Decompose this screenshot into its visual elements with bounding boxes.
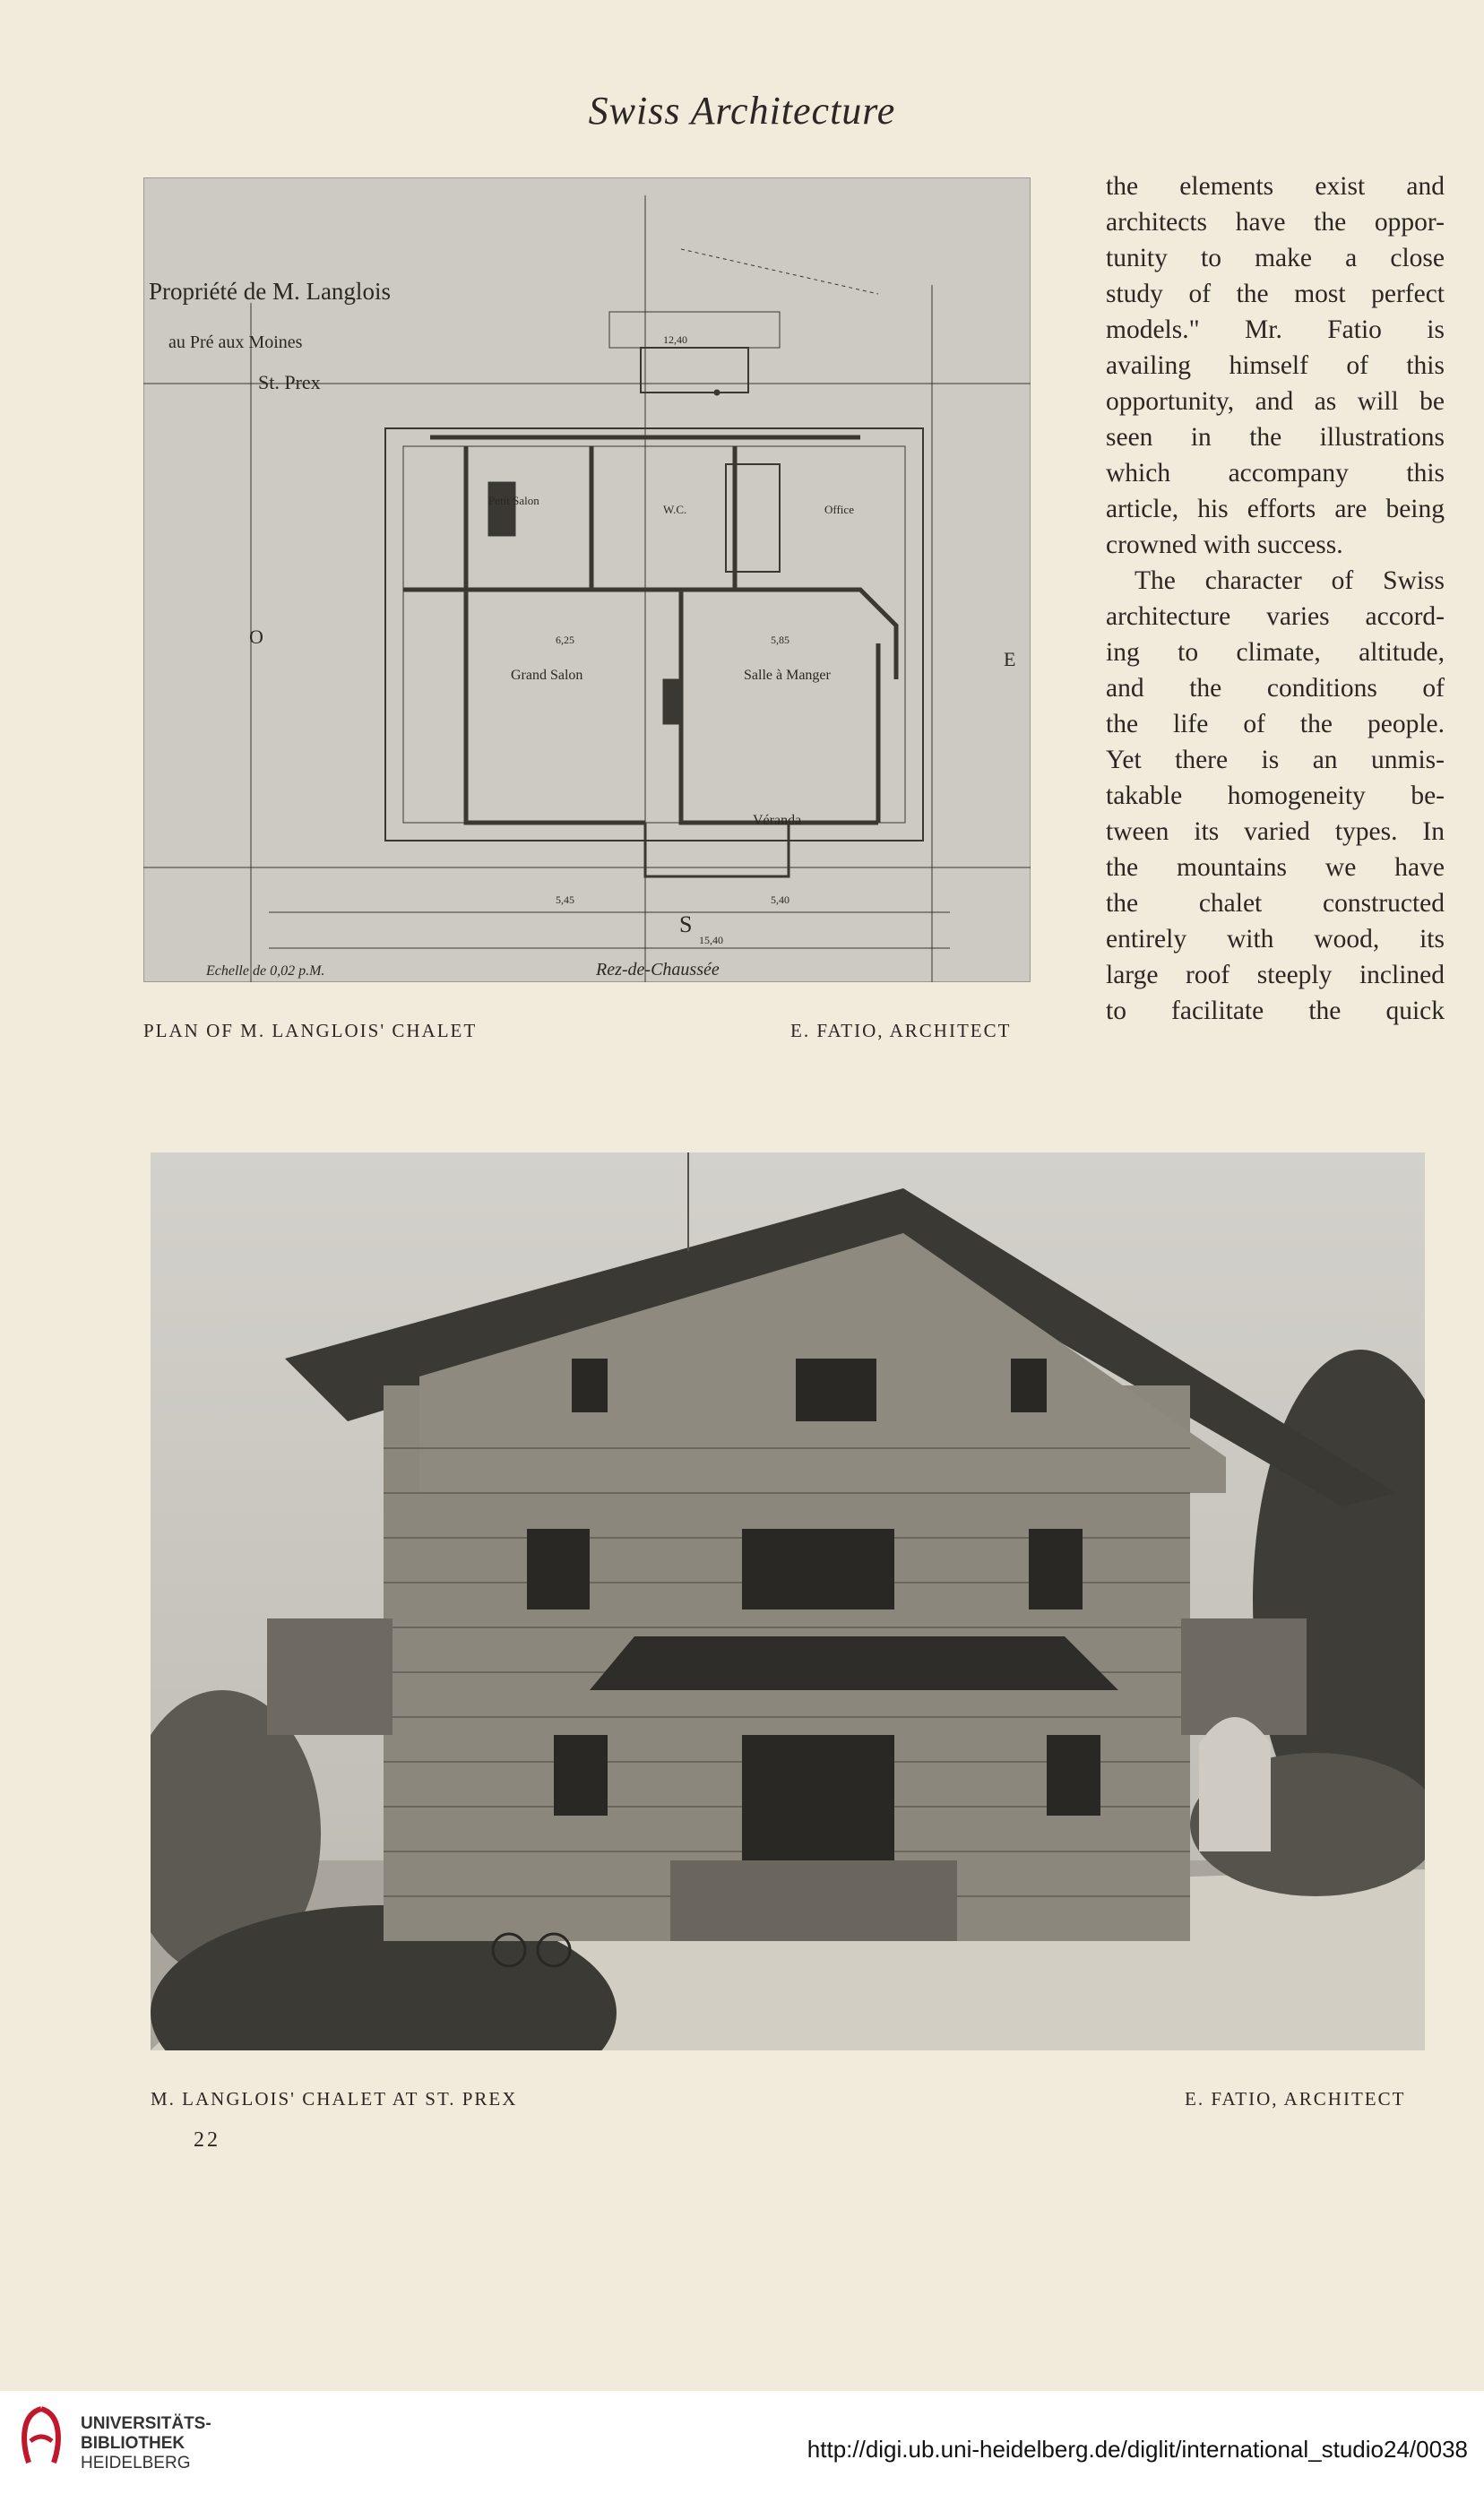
chalet-photograph — [151, 1152, 1425, 2050]
plan-dimension: 5,40 — [771, 893, 789, 906]
text-line: crowned with success. — [1106, 531, 1343, 559]
article-paragraph — [1106, 168, 1445, 563]
text-line: the life of the people. — [1106, 710, 1445, 738]
article-paragraph — [1106, 563, 1445, 1029]
text-line: models." Mr. Fatio is — [1106, 315, 1445, 344]
photo-caption-right: E. FATIO, ARCHITECT — [1185, 2088, 1406, 2110]
plan-dimension: 5,85 — [771, 634, 789, 646]
text-line: entirely with wood, its — [1106, 925, 1445, 954]
plan-compass-east: E — [1004, 648, 1016, 670]
plan-dimension: 15,40 — [699, 934, 723, 946]
plan-caption-left: PLAN OF M. LANGLOIS' CHALET — [143, 1020, 478, 1041]
plan-place-label: au Pré aux Moines — [168, 332, 303, 352]
text-line: which accompany this — [1106, 459, 1445, 488]
text-line: and the conditions of — [1106, 674, 1445, 703]
text-line: availing himself of this — [1106, 351, 1445, 380]
text-line: seen in the illustrations — [1106, 423, 1445, 452]
photo-caption-left: M. LANGLOIS' CHALET AT ST. PREX — [151, 2088, 518, 2110]
page-number: 22 — [194, 2128, 220, 2152]
text-line: Yet there is an unmis- — [1106, 746, 1445, 774]
text-line: tunity to make a close — [1106, 244, 1445, 272]
text-line: to facilitate the quick — [1106, 997, 1445, 1025]
plan-room-label: W.C. — [663, 503, 687, 516]
plan-dimension: 12,40 — [663, 333, 687, 346]
floor-plan-figure — [143, 177, 1031, 982]
floor-plan-drawing — [143, 177, 1031, 982]
library-name — [81, 2414, 211, 2473]
text-line: opportunity, and as will be — [1106, 387, 1445, 416]
plan-caption-right: E. FATIO, ARCHITECT — [790, 1020, 1012, 1041]
library-logo-icon — [16, 2405, 66, 2470]
library-name-line: HEIDELBERG — [81, 2454, 191, 2472]
page-title: Swiss Architecture — [588, 89, 896, 133]
plan-room-label: Grand Salon — [511, 668, 583, 683]
plan-room-label: Petit Salon — [488, 494, 539, 507]
text-line: The character of Swiss — [1135, 566, 1445, 595]
library-name-line: UNIVERSITÄTS- — [81, 2414, 211, 2433]
plan-compass-south: S — [679, 911, 693, 937]
plan-town-label: St. Prex — [258, 371, 321, 393]
plan-compass-west: O — [249, 626, 263, 648]
plan-scale-label: Echelle de 0,02 p.M. — [206, 963, 325, 979]
text-line: architects have the oppor- — [1106, 208, 1445, 237]
plan-floor-label: Rez-de-Chaussée — [596, 960, 720, 979]
plan-dimension: 6,25 — [556, 634, 574, 646]
text-line: article, his efforts are being — [1106, 495, 1445, 523]
text-line: takable homogeneity be- — [1106, 781, 1445, 810]
text-line: ing to climate, altitude, — [1106, 638, 1445, 667]
plan-room-label: Office — [824, 503, 854, 516]
plan-owner-label: Propriété de M. Langlois — [149, 278, 391, 305]
text-line: the chalet constructed — [1106, 889, 1445, 918]
text-line: large roof steeply inclined — [1106, 961, 1445, 989]
plan-dimension: 5,45 — [556, 893, 574, 906]
text-line: architecture varies accord- — [1106, 602, 1445, 631]
chalet-photo-illustration — [151, 1152, 1425, 2050]
library-footer — [0, 2391, 1484, 2494]
library-name-line: BIBLIOTHEK — [81, 2434, 186, 2453]
text-line: tween its varied types. In — [1106, 817, 1445, 846]
text-line: study of the most perfect — [1106, 280, 1445, 308]
text-line: the elements exist and — [1106, 172, 1445, 201]
plan-room-label: Véranda — [753, 813, 802, 828]
source-url-link[interactable]: http://digi.ub.uni-heidelberg.de/diglit/international_studio24/0038 — [807, 2436, 1468, 2463]
article-text-column — [1106, 168, 1445, 1029]
plan-room-label: Salle à Manger — [744, 668, 831, 683]
text-line: the mountains we have — [1106, 853, 1445, 882]
